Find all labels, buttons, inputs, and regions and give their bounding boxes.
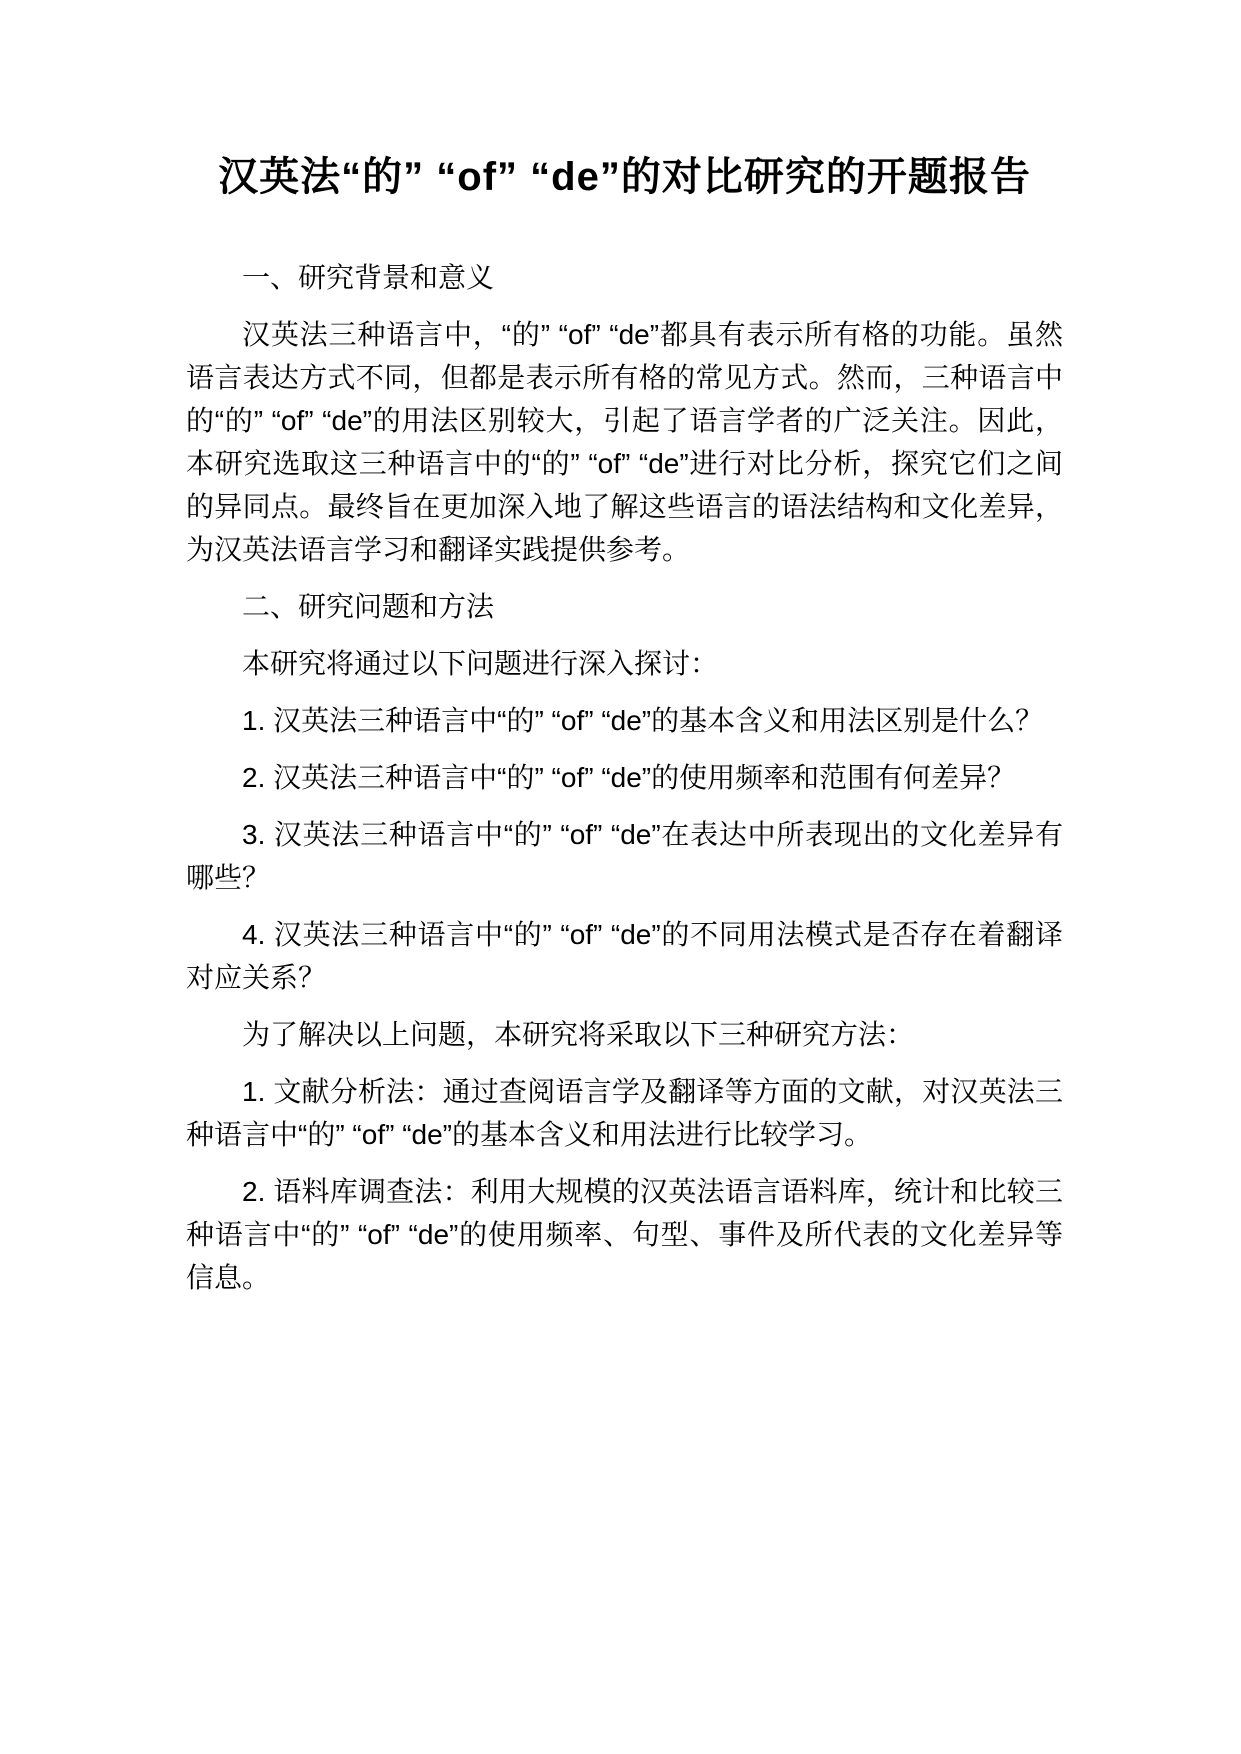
paragraph-question-3: 3. 汉英法三种语言中“的” “of” “de”在表达中所表现出的文化差异有哪些？ xyxy=(186,819,1063,893)
paragraph-methods-intro: 为了解决以上问题，本研究将采取以下三种研究方法： xyxy=(242,1019,915,1050)
paragraph-question-4: 4. 汉英法三种语言中“的” “of” “de”的不同用法模式是否存在着翻译对应关系？ xyxy=(186,919,1063,993)
paragraph-questions-intro: 本研究将通过以下问题进行深入探讨： xyxy=(242,648,719,679)
document-title: 汉英法“的” “of” “de”的对比研究的开题报告 xyxy=(218,155,1031,199)
paragraph-question-2: 2. 汉英法三种语言中“的” “of” “de”的使用频率和范围有何差异？ xyxy=(242,762,1016,793)
paragraph-method-2: 2. 语料库调查法：利用大规模的汉英法语言语料库，统计和比较三种语言中“的” “of” “de”的使用频率、句型、事件及所代表的文化差异等信息。 xyxy=(186,1176,1063,1293)
section-heading-questions-methods: 二、研究问题和方法 xyxy=(242,591,495,622)
paragraph-research-background: 汉英法三种语言中，“的” “of” “de”都具有表示所有格的功能。虽然语言表达方式不同，但都是表示所有格的常见方式。然而，三种语言中的“的” “of” “de”的用法区别较大，引起了语言学者的广泛关注。因此，本研究选取这三种语言中的“的” “of” “de”进行对比分析，探究它们之间的异同点。最终旨在更加深入地了解这些语言的语法结构和文化差异，为汉英法语言学习和翻译实践提供参考。 xyxy=(186,319,1063,565)
section-heading-research-background: 一、研究背景和意义 xyxy=(242,262,495,293)
paragraph-method-1: 1. 文献分析法：通过查阅语言学及翻译等方面的文献，对汉英法三种语言中“的” “of” “de”的基本含义和用法进行比较学习。 xyxy=(186,1076,1063,1150)
paragraph-question-1: 1. 汉英法三种语言中“的” “of” “de”的基本含义和用法区别是什么？ xyxy=(242,705,1044,736)
